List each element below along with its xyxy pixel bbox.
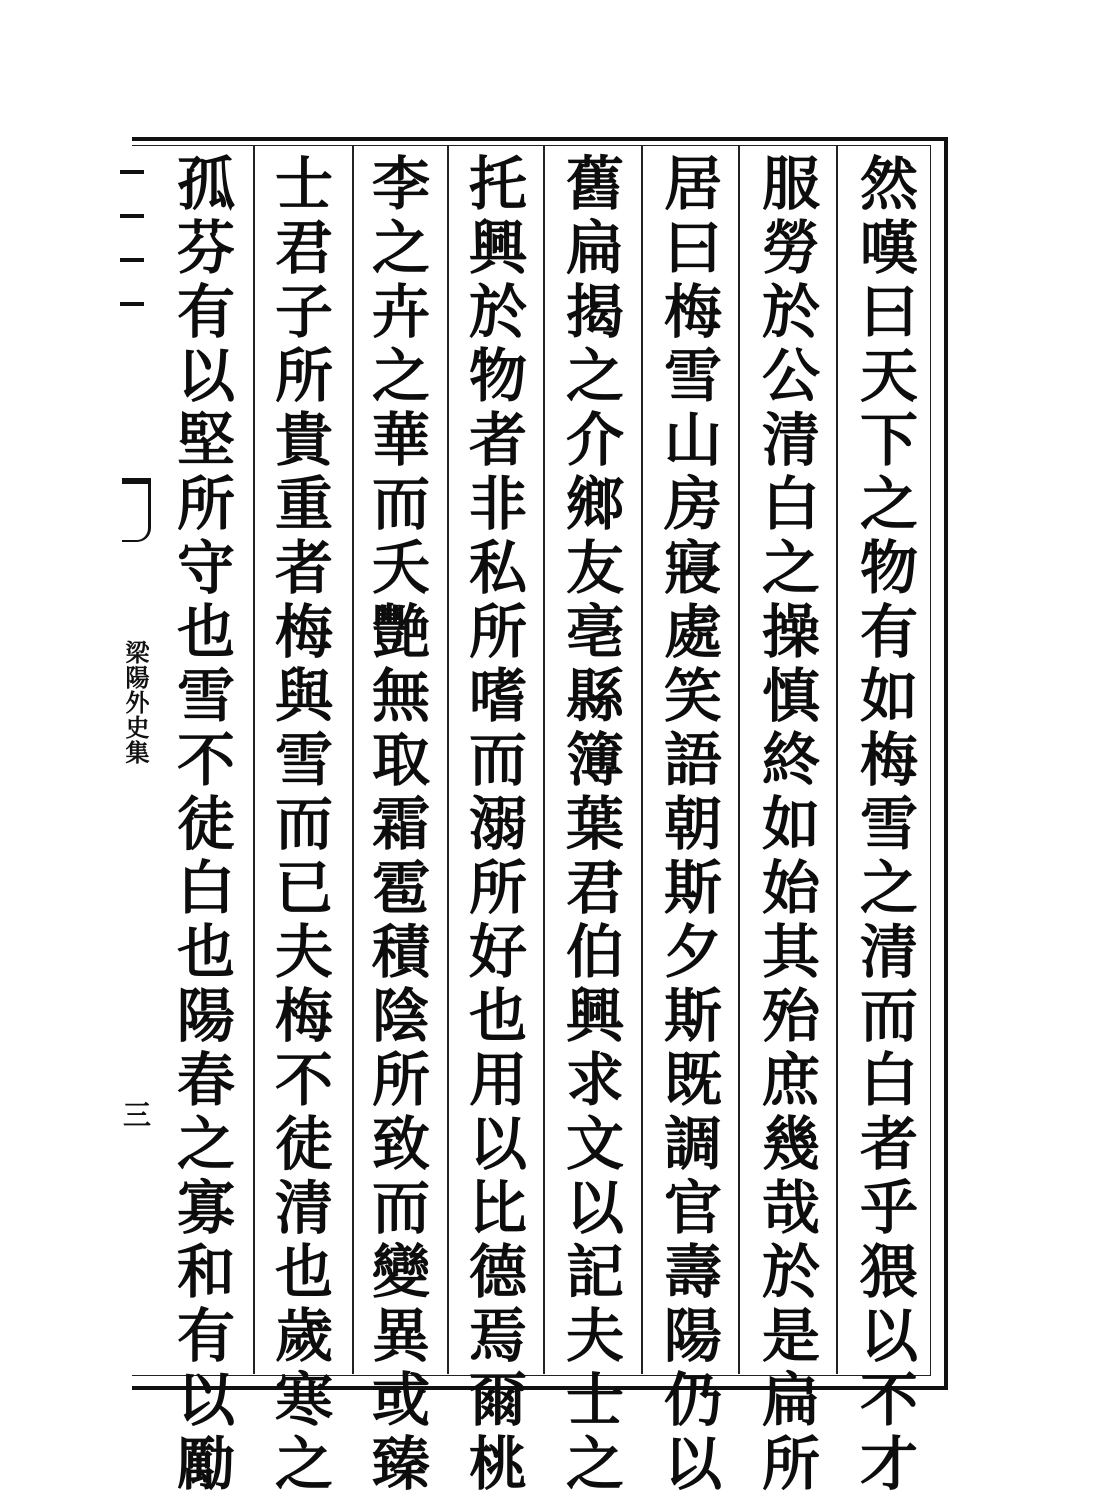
text-glyph: 之 — [371, 342, 430, 410]
text-glyph: 梅 — [663, 278, 722, 346]
text-glyph: 君 — [565, 854, 624, 922]
text-glyph: 哉 — [761, 1174, 820, 1242]
text-glyph: 而 — [371, 470, 430, 538]
text-glyph: 物 — [859, 534, 918, 602]
text-glyph: 非 — [468, 470, 527, 538]
text-glyph: 桃 — [468, 1430, 527, 1498]
text-glyph: 已 — [274, 854, 333, 922]
text-glyph: 如 — [859, 662, 918, 730]
margin-mark — [120, 170, 144, 174]
text-glyph: 雪 — [663, 342, 722, 410]
text-glyph: 積 — [371, 918, 430, 986]
text-glyph: 始 — [761, 854, 820, 922]
text-glyph: 子 — [274, 278, 333, 346]
text-glyph: 之 — [371, 214, 430, 282]
text-column-7 — [263, 150, 345, 1498]
text-glyph: 物 — [468, 342, 527, 410]
text-glyph: 服 — [761, 150, 820, 218]
text-glyph: 雹 — [371, 854, 430, 922]
text-glyph: 其 — [761, 918, 820, 986]
text-column-3 — [652, 150, 734, 1498]
text-glyph: 比 — [468, 1174, 527, 1242]
text-glyph: 而 — [371, 1174, 430, 1242]
text-glyph: 陽 — [176, 982, 235, 1050]
text-glyph: 舊 — [565, 150, 624, 218]
text-glyph: 操 — [761, 598, 820, 666]
text-glyph: 壽 — [663, 1238, 722, 1306]
text-glyph: 而 — [859, 982, 918, 1050]
text-column-4 — [554, 150, 636, 1498]
text-glyph: 既 — [663, 1046, 722, 1114]
text-glyph: 梅 — [274, 982, 333, 1050]
text-glyph: 貴 — [274, 406, 333, 474]
text-glyph: 者 — [274, 534, 333, 602]
text-column-1 — [848, 150, 930, 1498]
text-glyph: 以 — [663, 1430, 722, 1498]
folio-number: 三 — [119, 1100, 152, 1128]
text-glyph: 守 — [176, 534, 235, 602]
column-rule — [447, 146, 449, 1374]
text-glyph: 私 — [468, 534, 527, 602]
text-glyph: 下 — [859, 406, 918, 474]
text-glyph: 寢 — [663, 534, 722, 602]
text-glyph: 士 — [565, 1366, 624, 1434]
text-glyph: 白 — [859, 1046, 918, 1114]
text-glyph: 笑 — [663, 662, 722, 730]
text-glyph: 取 — [371, 726, 430, 794]
column-rule — [641, 146, 643, 1374]
margin-mark — [120, 258, 144, 262]
text-glyph: 好 — [468, 918, 527, 986]
text-glyph: 所 — [761, 1430, 820, 1498]
text-glyph: 調 — [663, 1110, 722, 1178]
text-glyph: 語 — [663, 726, 722, 794]
text-glyph: 殆 — [761, 982, 820, 1050]
fishtail-mark — [122, 478, 151, 542]
text-glyph: 友 — [565, 534, 624, 602]
text-glyph: 也 — [176, 598, 235, 666]
text-glyph: 伯 — [565, 918, 624, 986]
text-glyph: 之 — [176, 1110, 235, 1178]
text-glyph: 也 — [468, 982, 527, 1050]
text-glyph: 才 — [859, 1430, 918, 1498]
text-glyph: 臻 — [371, 1430, 430, 1498]
text-glyph: 也 — [176, 918, 235, 986]
column-rule — [836, 146, 838, 1374]
margin-mark — [120, 214, 144, 218]
text-glyph: 而 — [274, 790, 333, 858]
text-glyph: 扁 — [761, 1366, 820, 1434]
text-glyph: 夫 — [274, 918, 333, 986]
column-rule — [352, 146, 354, 1374]
text-glyph: 然 — [859, 150, 918, 218]
text-glyph: 清 — [761, 406, 820, 474]
text-glyph: 以 — [468, 1110, 527, 1178]
text-glyph: 徒 — [176, 790, 235, 858]
text-column-2 — [750, 150, 832, 1498]
text-glyph: 於 — [761, 1238, 820, 1306]
text-glyph: 斯 — [663, 982, 722, 1050]
text-glyph: 葉 — [565, 790, 624, 858]
text-glyph: 有 — [176, 1302, 235, 1370]
text-glyph: 白 — [176, 854, 235, 922]
text-glyph: 者 — [468, 406, 527, 474]
text-glyph: 天 — [859, 342, 918, 410]
text-glyph: 介 — [565, 406, 624, 474]
text-glyph: 處 — [663, 598, 722, 666]
text-glyph: 芬 — [176, 214, 235, 282]
text-glyph: 或 — [371, 1366, 430, 1434]
text-glyph: 終 — [761, 726, 820, 794]
text-glyph: 斯 — [663, 854, 722, 922]
text-glyph: 春 — [176, 1046, 235, 1114]
text-glyph: 無 — [371, 662, 430, 730]
text-glyph: 士 — [274, 150, 333, 218]
text-glyph: 以 — [565, 1174, 624, 1242]
margin-mark — [120, 302, 144, 306]
text-glyph: 清 — [274, 1174, 333, 1242]
text-glyph: 是 — [761, 1302, 820, 1370]
text-glyph: 揭 — [565, 278, 624, 346]
text-glyph: 卉 — [371, 278, 430, 346]
text-glyph: 簿 — [565, 726, 624, 794]
text-glyph: 寒 — [274, 1366, 333, 1434]
text-glyph: 所 — [176, 470, 235, 538]
text-glyph: 嗜 — [468, 662, 527, 730]
text-glyph: 焉 — [468, 1302, 527, 1370]
text-glyph: 陽 — [663, 1302, 722, 1370]
book-title: 梁陽外史集 — [121, 640, 150, 765]
text-glyph: 山 — [663, 406, 722, 474]
text-glyph: 官 — [663, 1174, 722, 1242]
text-glyph: 興 — [565, 982, 624, 1050]
text-glyph: 如 — [761, 790, 820, 858]
text-glyph: 幾 — [761, 1110, 820, 1178]
text-glyph: 曰 — [663, 214, 722, 282]
text-glyph: 艷 — [371, 598, 430, 666]
text-glyph: 爾 — [468, 1366, 527, 1434]
text-glyph: 用 — [468, 1046, 527, 1114]
column-rule — [543, 146, 545, 1374]
text-column-5 — [457, 150, 539, 1498]
text-glyph: 求 — [565, 1046, 624, 1114]
text-glyph: 寡 — [176, 1174, 235, 1242]
text-glyph: 者 — [859, 1110, 918, 1178]
text-glyph: 房 — [663, 470, 722, 538]
text-glyph: 之 — [859, 854, 918, 922]
text-glyph: 縣 — [565, 662, 624, 730]
text-glyph: 朝 — [663, 790, 722, 858]
text-glyph: 不 — [274, 1046, 333, 1114]
text-glyph: 於 — [761, 278, 820, 346]
text-glyph: 興 — [468, 214, 527, 282]
text-glyph: 溺 — [468, 790, 527, 858]
text-glyph: 之 — [565, 342, 624, 410]
text-glyph: 與 — [274, 662, 333, 730]
text-glyph: 歲 — [274, 1302, 333, 1370]
text-glyph: 和 — [176, 1238, 235, 1306]
column-rule — [738, 146, 740, 1374]
text-glyph: 梅 — [274, 598, 333, 666]
text-glyph: 以 — [859, 1302, 918, 1370]
text-glyph: 慎 — [761, 662, 820, 730]
text-glyph: 所 — [468, 598, 527, 666]
text-glyph: 記 — [565, 1238, 624, 1306]
text-column-8 — [165, 150, 247, 1498]
text-glyph: 勞 — [761, 214, 820, 282]
text-glyph: 清 — [859, 918, 918, 986]
text-glyph: 公 — [761, 342, 820, 410]
text-glyph: 勵 — [176, 1430, 235, 1498]
text-glyph: 李 — [371, 150, 430, 218]
text-glyph: 庶 — [761, 1046, 820, 1114]
text-glyph: 而 — [468, 726, 527, 794]
margin-line-marks — [120, 170, 148, 400]
text-glyph: 有 — [859, 598, 918, 666]
text-glyph: 所 — [371, 1046, 430, 1114]
text-glyph: 雪 — [859, 790, 918, 858]
text-glyph: 之 — [274, 1430, 333, 1498]
text-glyph: 異 — [371, 1302, 430, 1370]
text-glyph: 梅 — [859, 726, 918, 794]
text-glyph: 仍 — [663, 1366, 722, 1434]
text-glyph: 陰 — [371, 982, 430, 1050]
text-glyph: 雪 — [176, 662, 235, 730]
text-glyph: 白 — [761, 470, 820, 538]
text-glyph: 致 — [371, 1110, 430, 1178]
text-glyph: 夭 — [371, 534, 430, 602]
column-rule — [253, 146, 255, 1374]
text-glyph: 所 — [274, 342, 333, 410]
text-glyph: 以 — [176, 342, 235, 410]
text-glyph: 不 — [176, 726, 235, 794]
text-glyph: 托 — [468, 150, 527, 218]
text-glyph: 有 — [176, 278, 235, 346]
text-glyph: 於 — [468, 278, 527, 346]
text-glyph: 雪 — [274, 726, 333, 794]
text-glyph: 乎 — [859, 1174, 918, 1242]
text-glyph: 德 — [468, 1238, 527, 1306]
text-glyph: 徒 — [274, 1110, 333, 1178]
text-glyph: 鄉 — [565, 470, 624, 538]
text-glyph: 之 — [859, 470, 918, 538]
text-glyph: 霜 — [371, 790, 430, 858]
text-glyph: 亳 — [565, 598, 624, 666]
text-glyph: 也 — [274, 1238, 333, 1306]
text-glyph: 之 — [565, 1430, 624, 1498]
text-glyph: 文 — [565, 1110, 624, 1178]
text-glyph: 所 — [468, 854, 527, 922]
text-glyph: 之 — [761, 534, 820, 602]
text-glyph: 孤 — [176, 150, 235, 218]
text-glyph: 重 — [274, 470, 333, 538]
text-glyph: 以 — [176, 1366, 235, 1434]
text-glyph: 變 — [371, 1238, 430, 1306]
text-glyph: 華 — [371, 406, 430, 474]
text-glyph: 嘆 — [859, 214, 918, 282]
text-glyph: 居 — [663, 150, 722, 218]
text-glyph: 堅 — [176, 406, 235, 474]
text-glyph: 扁 — [565, 214, 624, 282]
text-glyph: 君 — [274, 214, 333, 282]
text-glyph: 夫 — [565, 1302, 624, 1370]
text-column-6 — [360, 150, 442, 1498]
text-glyph: 曰 — [859, 278, 918, 346]
text-glyph: 猥 — [859, 1238, 918, 1306]
text-glyph: 不 — [859, 1366, 918, 1434]
text-glyph: 夕 — [663, 918, 722, 986]
